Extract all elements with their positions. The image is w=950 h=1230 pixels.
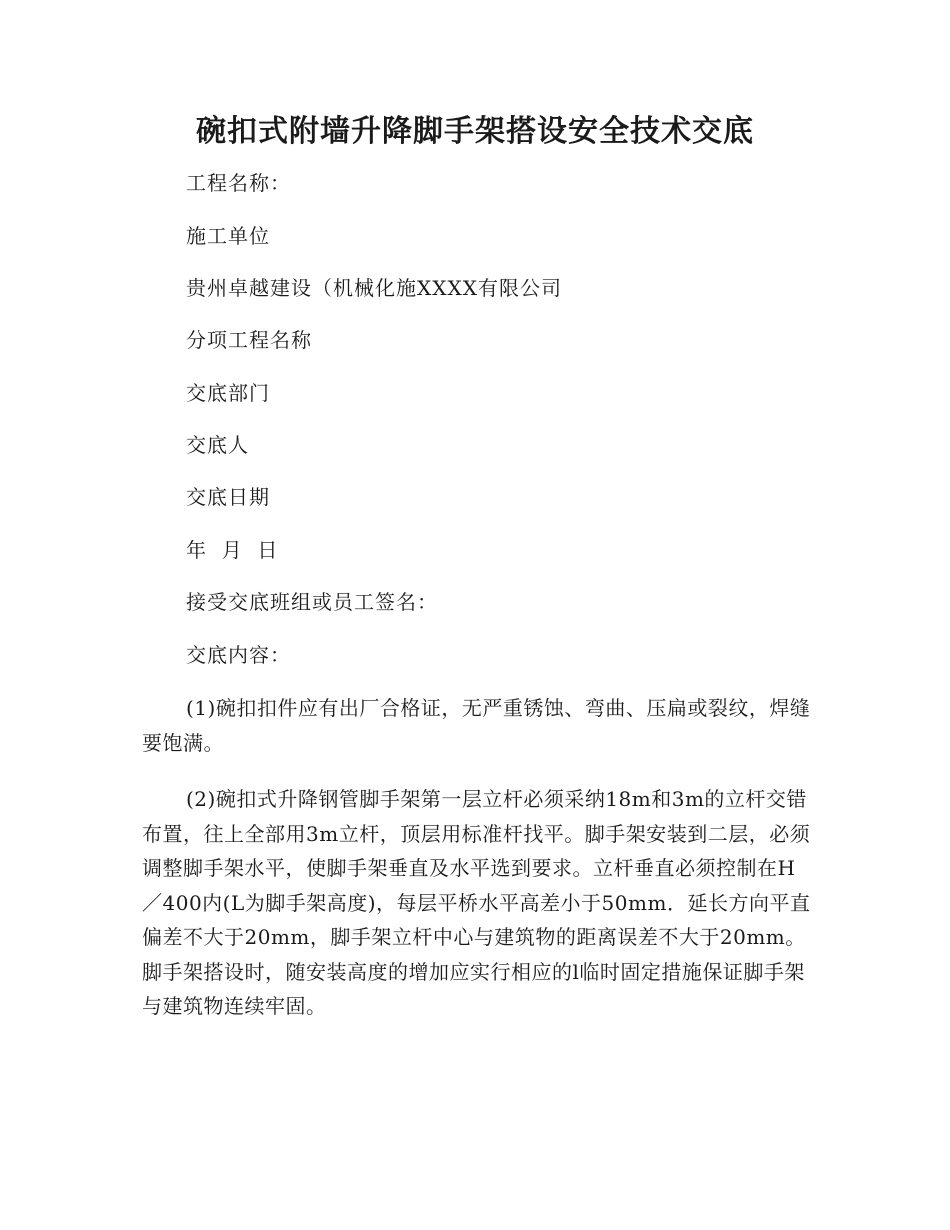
field-sub-project-name: 分项工程名称 [186,328,312,352]
paragraph-2: (2)碗扣式升降钢管脚手架第一层立杆必须采纳18m和3m的立杆交错布置，往上全部用3m立杆，顶层用标准杆找平。脚手架安装到二层，必须调整脚手架水平，使脚手架垂直及水平选到要求。立杆垂直必须控制在H／400内(L为脚手架高度)，每层平桥水平高差小于50mm．延长方向平直偏差不大于20mm，脚手架立杆中心与建筑物的距离误差不大于20mm。脚手架搭设时，随安装高度的增加应实行相应的l临时固定措施保证脚手架与建筑物连续牢固。 [142,787,811,1018]
field-team-signature: 接受交底班组或员工签名： [186,590,438,614]
field-project-name: 工程名称： [186,171,291,195]
field-company: 贵州卓越建设（机械化施XXXX有限公司 [186,276,562,300]
field-briefing-person: 交底人 [186,433,249,457]
field-briefing-content: 交底内容： [186,643,291,667]
paragraph-1: (1)碗扣扣件应有出厂合格证，无严重锈蚀、弯曲、压扁或裂纹，焊缝要饱满。 [142,696,811,755]
document-title: 碗扣式附墙升降脚手架搭设安全技术交底 [196,114,754,149]
field-briefing-department: 交底部门 [186,381,270,405]
field-date-placeholder: 年 月 日 [186,538,279,562]
field-construction-unit: 施工单位 [186,224,270,248]
field-briefing-date: 交底日期 [186,485,270,509]
